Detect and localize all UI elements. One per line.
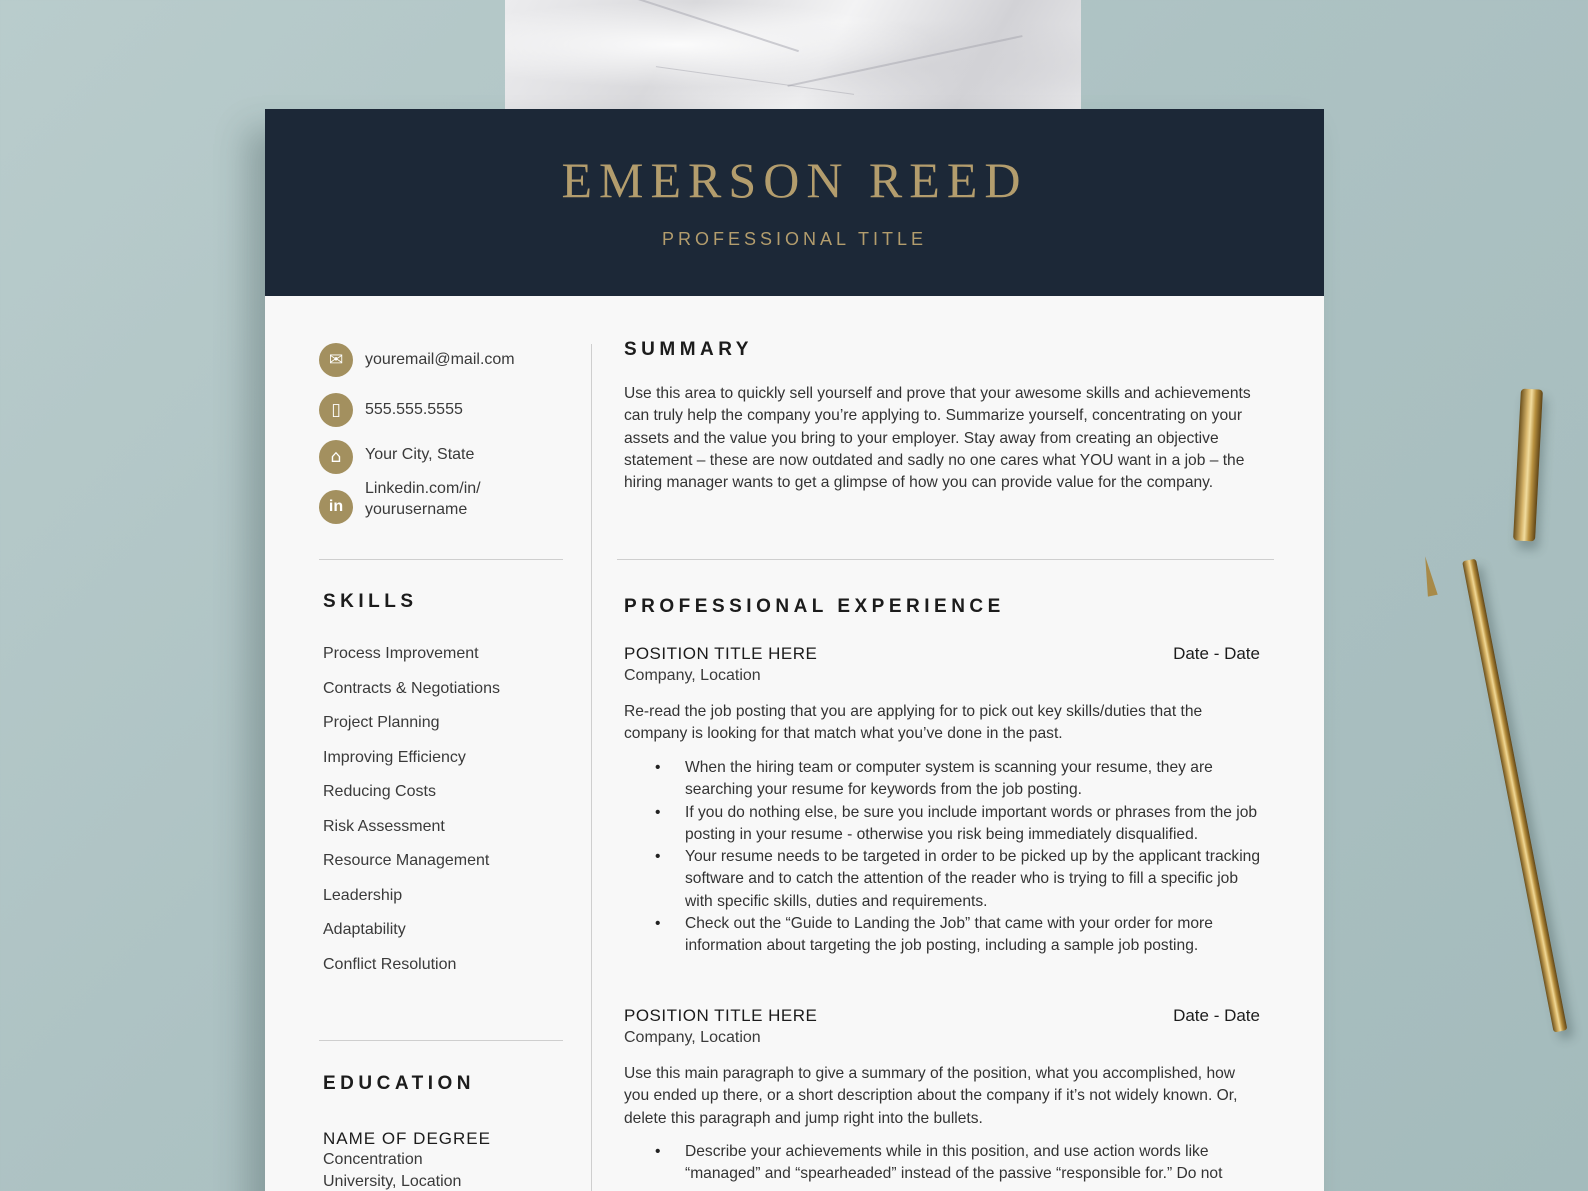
- pen-cap: [1513, 389, 1543, 542]
- left-divider-2: [319, 1040, 563, 1041]
- linkedin-text-line2: yourusername: [365, 501, 468, 518]
- phone-text: 555.555.5555: [365, 401, 463, 418]
- job-company: Company, Location: [624, 1029, 761, 1046]
- skill-item: Leadership: [323, 886, 403, 904]
- email-text: youremail@mail.com: [365, 351, 515, 368]
- phone-icon: ▯: [319, 393, 353, 427]
- skill-item: Contracts & Negotiations: [323, 679, 500, 697]
- job-bullet: • Check out the “Guide to Landing the Job” that came with your order for more information about targeting the job posting, including a sample job posting.: [685, 913, 1270, 958]
- home-icon: ⌂: [319, 440, 353, 474]
- resume-page: [265, 109, 1324, 1191]
- linkedin-text-line1: Linkedin.com/in/: [365, 480, 481, 497]
- skill-item: Process Improvement: [323, 645, 479, 662]
- marble-background: [505, 0, 1081, 112]
- job-bullets: [685, 1141, 1270, 1186]
- skill-item: Adaptability: [323, 921, 406, 938]
- job-bullet: • If you do nothing else, be sure you include important words or phrases from the job posting in your resume - otherwise you risk being immediately disqualified.: [685, 802, 1270, 847]
- job-description: Use this main paragraph to give a summary of the position, what you accomplished, how you ended up there, or a short description about the company if it’s not widely known. Or, delete this paragraph and jump right into the bullets.: [624, 1065, 1238, 1127]
- skill-item: Conflict Resolution: [323, 955, 457, 973]
- location-text: Your City, State: [365, 446, 475, 463]
- skill-item: Risk Assessment: [323, 817, 445, 835]
- degree-university: University, Location: [323, 1173, 462, 1190]
- skill-item: Project Planning: [323, 714, 440, 731]
- job-bullets: [685, 757, 1270, 958]
- job-title: POSITION TITLE HERE: [624, 1006, 818, 1025]
- skill-item: Reducing Costs: [323, 783, 436, 800]
- right-divider: [617, 559, 1274, 560]
- job-company: Company, Location: [624, 667, 761, 684]
- job-bullet: • Your resume needs to be targeted in order to be picked up by the applicant tracking software and to catch the attention of the reader who is trying to fill a specific job with specific skills, duties and requirements.: [685, 846, 1270, 913]
- professional-title: PROFESSIONAL TITLE: [661, 229, 928, 249]
- job-bullet: • When the hiring team or computer system is scanning your resume, they are searching your resume for keywords from the job posting.: [685, 757, 1270, 802]
- pen-body: [1462, 559, 1567, 1033]
- job-title: POSITION TITLE HERE: [624, 644, 818, 663]
- summary-heading: SUMMARY: [624, 339, 753, 360]
- job-bullet: • Describe your achievements while in this position, and use action words like “managed” and “spearheaded” instead of the passive “responsible for.” Do not: [685, 1141, 1270, 1186]
- skill-item: Improving Efficiency: [323, 748, 466, 766]
- skills-list: [323, 644, 500, 989]
- envelope-icon: ✉: [319, 343, 353, 377]
- summary-text: Use this area to quickly sell yourself and prove that your awesome skills and achievements can truly help the company you’re applying to. Summarize yourself, concentrating on your assets and the value you bring to your employer. Stay away from creating an objective statement – these are now outdated and sadly no one cares what YOU want in a job – the hiring manager wants to get a glimpse of how you can provide value for the company.: [624, 385, 1251, 492]
- skills-heading: SKILLS: [323, 591, 418, 612]
- left-divider-1: [319, 559, 563, 560]
- pen-tip: [1420, 555, 1437, 596]
- education-heading: EDUCATION: [323, 1073, 476, 1094]
- job-date: Date - Date: [1173, 644, 1260, 663]
- degree-concentration: Concentration: [323, 1151, 423, 1168]
- column-divider: [591, 344, 592, 1191]
- skill-item: Resource Management: [323, 852, 490, 869]
- candidate-name: EMERSON REED: [561, 152, 1028, 208]
- experience-heading: PROFESSIONAL EXPERIENCE: [624, 596, 1005, 617]
- job-date: Date - Date: [1173, 1006, 1260, 1025]
- job-description: Re-read the job posting that you are applying for to pick out key skills/duties that the company is looking for that match what you’ve done in the past.: [624, 703, 1203, 743]
- resume-header: [265, 109, 1324, 296]
- degree-name: NAME OF DEGREE: [323, 1129, 491, 1148]
- linkedin-icon: in: [319, 490, 353, 524]
